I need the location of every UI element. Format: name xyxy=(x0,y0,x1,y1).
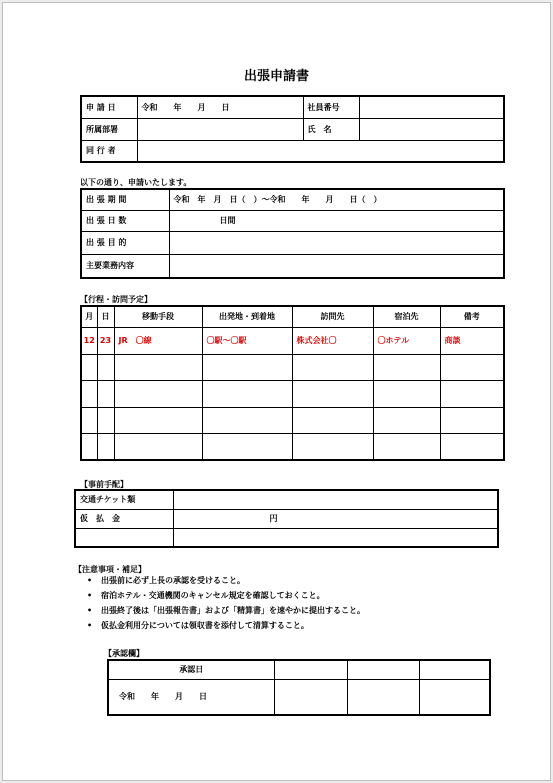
cell-visit[interactable] xyxy=(292,380,373,407)
tasks-label: 主要業務内容 xyxy=(81,254,169,278)
cell-month[interactable]: 12 xyxy=(81,327,97,354)
cell-hotel[interactable] xyxy=(373,433,440,460)
approver-header-2 xyxy=(347,660,419,679)
employee-no-field[interactable] xyxy=(359,96,504,118)
table-row xyxy=(81,380,504,407)
approval-table xyxy=(107,659,491,716)
cell-hotel[interactable]: 〇ホテル xyxy=(373,327,440,354)
purpose-field[interactable] xyxy=(169,231,504,254)
col-header-day: 日 xyxy=(97,306,114,327)
cell-day[interactable]: 23 xyxy=(97,327,114,354)
department-field[interactable] xyxy=(137,118,303,140)
col-header-month: 月 xyxy=(81,306,97,327)
intro-text: 以下の通り、申請いたします。 xyxy=(80,178,192,187)
cell-transport[interactable] xyxy=(114,380,202,407)
page-title: 出張申請書 xyxy=(243,69,309,84)
advance-field[interactable]: 円 xyxy=(173,509,498,528)
days-label: 出 張 日 数 xyxy=(81,210,169,231)
prep-extra-field[interactable] xyxy=(173,528,498,547)
col-header-visit: 訪問先 xyxy=(292,306,373,327)
col-header-transport: 移動手段 xyxy=(114,306,202,327)
companion-label: 同 行 者 xyxy=(81,140,137,162)
cell-day[interactable] xyxy=(97,354,114,380)
cell-hotel[interactable] xyxy=(373,407,440,433)
cell-route[interactable] xyxy=(202,407,292,433)
approval-section-label: 【承認欄】 xyxy=(104,649,144,658)
cell-remarks[interactable] xyxy=(440,407,504,433)
prep-section-label: 【事前手配】 xyxy=(80,480,128,489)
cell-visit[interactable] xyxy=(292,433,373,460)
days-field[interactable]: 日間 xyxy=(169,210,504,231)
cell-visit[interactable] xyxy=(292,407,373,433)
cell-day[interactable] xyxy=(97,380,114,407)
companion-field[interactable] xyxy=(137,140,504,162)
list-item: • 出張終了後は「出張報告書」および「精算書」を速やかに提出すること。 xyxy=(77,603,517,618)
col-header-hotel: 宿泊先 xyxy=(373,306,440,327)
cell-transport[interactable] xyxy=(114,354,202,380)
cell-remarks[interactable]: 商談 xyxy=(440,327,504,354)
table-row xyxy=(81,327,504,354)
notes-list xyxy=(77,573,517,633)
approver-stamp-3[interactable] xyxy=(419,679,490,715)
cell-visit[interactable] xyxy=(292,354,373,380)
cell-remarks[interactable] xyxy=(440,433,504,460)
cell-visit[interactable]: 株式会社〇 xyxy=(292,327,373,354)
purpose-label: 出 張 目 的 xyxy=(81,231,169,254)
applicant-table xyxy=(80,95,505,163)
tickets-label: 交通チケット類 xyxy=(75,490,173,509)
list-item: • 宿泊ホテル・交通機関のキャンセル規定を確認しておくこと。 xyxy=(77,588,517,603)
document-page xyxy=(2,2,551,781)
period-field[interactable]: 令和 年 月 日（ ）～令和 年 月 日（ ） xyxy=(169,189,504,210)
approver-header-1 xyxy=(274,660,347,679)
prep-extra-label xyxy=(75,528,173,547)
cell-hotel[interactable] xyxy=(373,354,440,380)
tickets-field[interactable] xyxy=(173,490,498,509)
table-row xyxy=(81,407,504,433)
applied-date-field[interactable]: 令和 年 月 日 xyxy=(137,96,303,118)
itinerary-section-label: 【行程・訪問予定】 xyxy=(80,295,152,304)
col-header-remarks: 備考 xyxy=(440,306,504,327)
cell-month[interactable] xyxy=(81,407,97,433)
cell-day[interactable] xyxy=(97,433,114,460)
list-item: • 仮払金利用分については領収書を添付して清算すること。 xyxy=(77,618,517,633)
approver-header-3 xyxy=(419,660,490,679)
list-item: • 出張前に必ず上長の承認を受けること。 xyxy=(77,573,517,588)
approver-stamp-1[interactable] xyxy=(274,679,347,715)
cell-route[interactable] xyxy=(202,380,292,407)
approval-date-field[interactable]: 令和 年 月 日 xyxy=(108,679,274,715)
notes-section-label: 【注意事項・補足】 xyxy=(74,565,146,574)
cell-remarks[interactable] xyxy=(440,354,504,380)
applied-date-label: 申 請 日 xyxy=(81,96,137,118)
name-field[interactable] xyxy=(359,118,504,140)
cell-transport[interactable]: JR 〇線 xyxy=(114,327,202,354)
approval-date-label: 承認日 xyxy=(108,660,274,679)
table-row xyxy=(81,433,504,460)
cell-month[interactable] xyxy=(81,380,97,407)
approver-stamp-2[interactable] xyxy=(347,679,419,715)
employee-no-label: 社員番号 xyxy=(303,96,359,118)
cell-route[interactable]: 〇駅～〇駅 xyxy=(202,327,292,354)
tasks-field[interactable] xyxy=(169,254,504,278)
cell-month[interactable] xyxy=(81,354,97,380)
cell-transport[interactable] xyxy=(114,407,202,433)
advance-label: 仮 払 金 xyxy=(75,509,173,528)
col-header-route: 出発地・到着地 xyxy=(202,306,292,327)
cell-hotel[interactable] xyxy=(373,380,440,407)
cell-transport[interactable] xyxy=(114,433,202,460)
name-label: 氏 名 xyxy=(303,118,359,140)
department-label: 所属部署 xyxy=(81,118,137,140)
cell-month[interactable] xyxy=(81,433,97,460)
cell-day[interactable] xyxy=(97,407,114,433)
prep-table xyxy=(74,489,499,548)
cell-route[interactable] xyxy=(202,354,292,380)
period-label: 出 張 期 間 xyxy=(81,189,169,210)
cell-route[interactable] xyxy=(202,433,292,460)
trip-table xyxy=(80,188,505,279)
cell-remarks[interactable] xyxy=(440,380,504,407)
itinerary-table xyxy=(80,305,505,461)
table-row xyxy=(81,354,504,380)
